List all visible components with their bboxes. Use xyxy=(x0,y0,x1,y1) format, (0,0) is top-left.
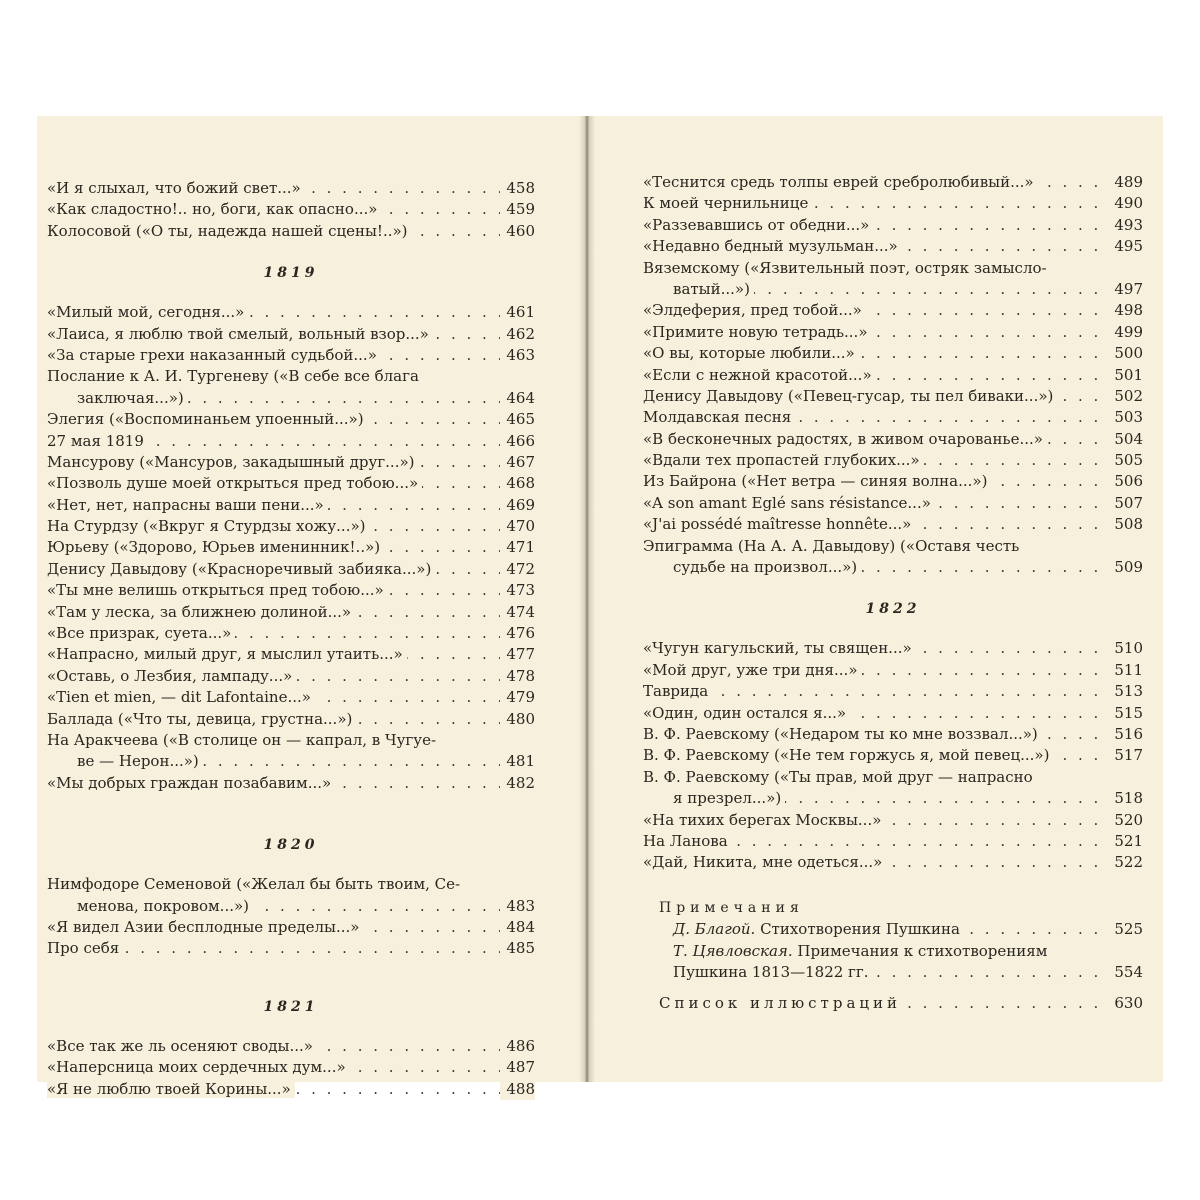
page-number: 486 xyxy=(500,1036,535,1057)
toc-entry xyxy=(643,514,1143,535)
page-number: 498 xyxy=(1108,300,1143,321)
toc-entry-text: «Дай, Никита, мне одеться...» xyxy=(643,853,886,871)
toc-entry-text: 27 мая 1819 xyxy=(47,432,148,450)
toc-entry-text: Юрьеву («Здорово, Юрьев именинник!..») xyxy=(47,538,384,556)
toc-entry xyxy=(47,302,535,323)
page-number: 478 xyxy=(500,666,535,687)
toc-entry-text: «Все так же ль осеняют своды...» xyxy=(47,1037,317,1055)
toc-entry-text: В. Ф. Раевскому («Недаром ты ко мне воззвал...») xyxy=(643,725,1042,743)
toc-entry-text: К моей чернильнице xyxy=(643,194,812,212)
page-number: 490 xyxy=(1108,193,1143,214)
toc-entry-text: «Чугун кагульский, ты священ...» xyxy=(643,639,916,657)
year-heading: 1820 xyxy=(263,837,319,854)
toc-entry-text: «Недавно бедный музульман...» xyxy=(643,237,902,255)
toc-entry-text: Из Байрона («Нет ветра — синяя волна...») xyxy=(643,472,991,490)
toc-entry xyxy=(643,236,1143,257)
toc-entry xyxy=(643,215,1143,236)
toc-entry xyxy=(47,221,535,242)
page-number: 482 xyxy=(500,773,535,794)
page-number: 480 xyxy=(500,709,535,730)
toc-entry xyxy=(47,1079,535,1100)
toc-entry-text: «Вдали тех пропастей глубоких...» xyxy=(643,451,924,469)
page-number: 511 xyxy=(1108,660,1143,681)
page-number: 504 xyxy=(1108,429,1143,450)
toc-entry xyxy=(643,258,1143,301)
page-number: 473 xyxy=(500,580,535,601)
toc-entry xyxy=(47,602,535,623)
toc-entry-text: «Позволь душе моей открыться пред тобою...» xyxy=(47,474,422,492)
toc-entry-text: судьбе на произвол...») xyxy=(643,558,861,576)
toc-entry-text: «J'ai possédé maîtresse honnête...» xyxy=(643,515,915,533)
toc-entry xyxy=(643,681,1143,702)
toc-entry xyxy=(47,559,535,580)
toc-entry-text: «Мы добрых граждан позабавим...» xyxy=(47,774,335,792)
toc-entry-text: «Раззевавшись от обедни...» xyxy=(643,216,873,234)
toc-entry-line: Нимфодоре Семеновой («Желал бы быть твоим, Се- xyxy=(47,875,461,894)
toc-entry-text: «Ты мне велишь открыться пред тобою...» xyxy=(47,581,388,599)
toc-entry-text: ватый...») xyxy=(643,280,754,298)
toc-entry-text: Элегия («Воспоминаньем упоенный...») xyxy=(47,410,368,428)
toc-entry xyxy=(643,386,1143,407)
toc-entry xyxy=(643,300,1143,321)
toc-entry xyxy=(47,516,535,537)
toc-entry-text: ве — Нерон...») xyxy=(47,752,203,770)
toc-entry-text: Молдавская песня xyxy=(643,408,795,426)
page-number: 517 xyxy=(1108,745,1143,766)
toc-entry xyxy=(47,178,535,199)
page-number: 485 xyxy=(500,938,535,959)
toc-entry xyxy=(47,409,535,430)
toc-entry-text: «Там у леска, за ближнею долиной...» xyxy=(47,603,355,621)
toc-entry xyxy=(47,666,535,687)
toc-entry xyxy=(643,407,1143,428)
toc-entry-notes-2: Т. Цявловская. Примечания к стихотворениям . . . Пушкина 1813—1822 гг. 554 xyxy=(643,941,1143,984)
toc-entry xyxy=(47,917,535,938)
page-number: 487 xyxy=(500,1057,535,1078)
page-number: 462 xyxy=(500,324,535,345)
page-number: 463 xyxy=(500,345,535,366)
page-number: 518 xyxy=(1108,788,1143,809)
page-number: 502 xyxy=(1108,386,1143,407)
page-number: 459 xyxy=(500,199,535,220)
page-number: 513 xyxy=(1108,681,1143,702)
toc-entry-text: «Мой друг, уже три дня...» xyxy=(643,661,862,679)
toc-entry-text: Колосовой («О ты, надежда нашей сцены!..») xyxy=(47,222,412,240)
page-number: 472 xyxy=(500,559,535,580)
toc-entry xyxy=(643,831,1143,852)
page-number: 501 xyxy=(1108,365,1143,386)
toc-entry-text: «Элдеферия, пред тобой...» xyxy=(643,301,866,319)
toc-entry xyxy=(643,767,1143,810)
toc-entry xyxy=(643,343,1143,364)
toc-entry-text: Баллада («Что ты, девица, грустна...») xyxy=(47,710,356,728)
toc-entry-text: «Нет, нет, напрасны ваши пени...» xyxy=(47,496,328,514)
toc-entry xyxy=(643,536,1143,579)
toc-entry-text: заключая...») xyxy=(47,389,188,407)
toc-entry-text: «Примите новую тетрадь...» xyxy=(643,323,872,341)
page-number: 477 xyxy=(500,644,535,665)
page-number: 630 xyxy=(1108,993,1143,1014)
page-number: 466 xyxy=(500,431,535,452)
toc-entry-text: менова, покровом...») xyxy=(47,897,253,915)
toc-entry xyxy=(643,638,1143,659)
toc-entry-text: я презрел...») xyxy=(643,789,785,807)
toc-entry xyxy=(643,660,1143,681)
toc-entry-text: «Напрасно, милый друг, я мыслил утаить...» xyxy=(47,645,407,663)
toc-entry xyxy=(47,580,535,601)
toc-entry xyxy=(47,324,535,345)
toc-entry xyxy=(47,1057,535,1078)
toc-entry xyxy=(47,473,535,494)
page-number: 483 xyxy=(500,896,535,917)
toc-entry xyxy=(643,172,1143,193)
page-number: 474 xyxy=(500,602,535,623)
toc-entry-text: «Я видел Азии бесплодные пределы...» xyxy=(47,918,363,936)
toc-entry-text: «Tien et mien, — dit Lafontaine...» xyxy=(47,688,315,706)
page-number: 521 xyxy=(1108,831,1143,852)
page-number: 481 xyxy=(500,751,535,772)
toc-entry xyxy=(643,471,1143,492)
page-number: 467 xyxy=(500,452,535,473)
toc-entry-text: На Стурдзу («Вкруг я Стурдзы хожу...») xyxy=(47,517,370,535)
notes-heading: Примечания xyxy=(659,899,804,916)
page-number: 493 xyxy=(1108,215,1143,236)
page-number: 499 xyxy=(1108,322,1143,343)
toc-entry-text: Денису Давыдову («Красноречивый забияка...») xyxy=(47,560,435,578)
right-page xyxy=(643,172,1143,1015)
toc-entry xyxy=(47,366,535,409)
page-number: 484 xyxy=(500,917,535,938)
toc-entry-text: «Все призрак, суета...» xyxy=(47,624,235,642)
toc-entry xyxy=(47,730,535,773)
toc-entry-text: Про себя xyxy=(47,939,123,957)
toc-entry xyxy=(47,452,535,473)
toc-entry xyxy=(47,1036,535,1057)
left-page xyxy=(47,178,535,1100)
toc-entry-text: «На тихих берегах Москвы...» xyxy=(643,811,885,829)
toc-entry-text: Таврида xyxy=(643,682,712,700)
toc-entry-line: Эпиграмма (На А. А. Давыдову) («Оставя честь xyxy=(643,536,1020,555)
toc-entry-text: «Теснится средь толпы еврей сребролюбивый...» xyxy=(643,173,1038,191)
page-number: 505 xyxy=(1108,450,1143,471)
toc-entry xyxy=(643,493,1143,514)
toc-entry-text: «Я не люблю твоей Корины...» xyxy=(47,1080,295,1098)
book-gutter xyxy=(579,116,595,1082)
toc-entry-line: На Аракчеева («В столице он — капрал, в Чугуе- xyxy=(47,730,437,749)
toc-entry-text: В. Ф. Раевскому («Не тем горжусь я, мой певец...») xyxy=(643,746,1053,764)
toc-entry xyxy=(643,703,1143,724)
toc-entry-text: «Один, один остался я...» xyxy=(643,704,850,722)
page-number: 489 xyxy=(1108,172,1143,193)
page-number: 464 xyxy=(500,388,535,409)
toc-entry xyxy=(47,687,535,708)
toc-entry-text: «О вы, которые любили...» xyxy=(643,344,859,362)
toc-entry xyxy=(47,431,535,452)
page-number: 520 xyxy=(1108,810,1143,831)
toc-entry xyxy=(643,852,1143,873)
page-number: 497 xyxy=(1108,279,1143,300)
page-number: 522 xyxy=(1108,852,1143,873)
toc-entry xyxy=(47,773,535,794)
toc-entry-text: «За старые грехи наказанный судьбой...» xyxy=(47,346,381,364)
page-number: 509 xyxy=(1108,557,1143,578)
page-number: 470 xyxy=(500,516,535,537)
year-heading: 1822 xyxy=(865,601,921,618)
page-number: 460 xyxy=(500,221,535,242)
page-number: 516 xyxy=(1108,724,1143,745)
toc-entry-text: На Ланова xyxy=(643,832,732,850)
toc-entry-text: Денису Давыдову («Певец-гусар, ты пел биваки...») xyxy=(643,387,1057,405)
toc-entry xyxy=(643,810,1143,831)
toc-entry-text: «Лаиса, я люблю твой смелый, вольный взор...» xyxy=(47,325,433,343)
page-number: 510 xyxy=(1108,638,1143,659)
page-number: 465 xyxy=(500,409,535,430)
page-number: 507 xyxy=(1108,493,1143,514)
toc-entry-line: Послание к А. И. Тургеневу («В себе все блага xyxy=(47,367,419,386)
toc-entry-notes-1: . . . Д. Благой. Стихотворения Пушкина 525 xyxy=(643,919,1143,940)
toc-entry xyxy=(47,345,535,366)
page-number: 468 xyxy=(500,473,535,494)
year-heading: 1819 xyxy=(263,265,319,282)
toc-entry-text: «Милый мой, сегодня...» xyxy=(47,303,248,321)
page-number: 554 xyxy=(1108,962,1143,983)
page-number: 515 xyxy=(1108,703,1143,724)
page-number: 471 xyxy=(500,537,535,558)
toc-entry xyxy=(47,874,535,917)
toc-entry-illustrations: . . . Список иллюстраций 630 xyxy=(643,993,1143,1014)
toc-entry xyxy=(643,365,1143,386)
toc-entry xyxy=(643,429,1143,450)
toc-entry xyxy=(47,199,535,220)
page-number: 495 xyxy=(1108,236,1143,257)
toc-entry xyxy=(47,537,535,558)
toc-entry-text: «A son amant Eglé sans résistance...» xyxy=(643,494,935,512)
toc-entry xyxy=(47,938,535,959)
book-spread xyxy=(37,116,1163,1098)
page-number: 476 xyxy=(500,623,535,644)
toc-entry-text: «Оставь, о Лезбия, лампаду...» xyxy=(47,667,296,685)
toc-entry-text: «Наперсница моих сердечных дум...» xyxy=(47,1058,350,1076)
toc-entry-line: В. Ф. Раевскому («Ты прав, мой друг — напрасно xyxy=(643,767,1033,786)
toc-entry xyxy=(47,623,535,644)
toc-entry xyxy=(47,709,535,730)
page-number: 506 xyxy=(1108,471,1143,492)
page-number: 525 xyxy=(1108,919,1143,940)
toc-entry xyxy=(643,322,1143,343)
toc-entry-line: Вяземскому («Язвительный поэт, остряк замысло- xyxy=(643,258,1047,277)
toc-entry-text: «И я слыхал, что божий свет...» xyxy=(47,179,305,197)
toc-entry-text: «В бесконечных радостях, в живом очарованье...» xyxy=(643,430,1047,448)
page-number: 479 xyxy=(500,687,535,708)
page-number: 500 xyxy=(1108,343,1143,364)
toc-entry xyxy=(643,745,1143,766)
page-number: 458 xyxy=(500,178,535,199)
page-number: 461 xyxy=(500,302,535,323)
page-number: 469 xyxy=(500,495,535,516)
page-number: 488 xyxy=(500,1079,535,1100)
page-number: 503 xyxy=(1108,407,1143,428)
toc-entry xyxy=(643,193,1143,214)
page-number: 508 xyxy=(1108,514,1143,535)
toc-entry-text: Мансурову («Мансуров, закадышный друг...») xyxy=(47,453,419,471)
year-heading: 1821 xyxy=(263,998,319,1015)
toc-entry-text: «Как сладостно!.. но, боги, как опасно...» xyxy=(47,200,381,218)
toc-entry xyxy=(643,724,1143,745)
toc-entry xyxy=(643,450,1143,471)
toc-entry xyxy=(47,495,535,516)
toc-entry xyxy=(47,644,535,665)
toc-entry-text: «Если с нежной красотой...» xyxy=(643,366,876,384)
